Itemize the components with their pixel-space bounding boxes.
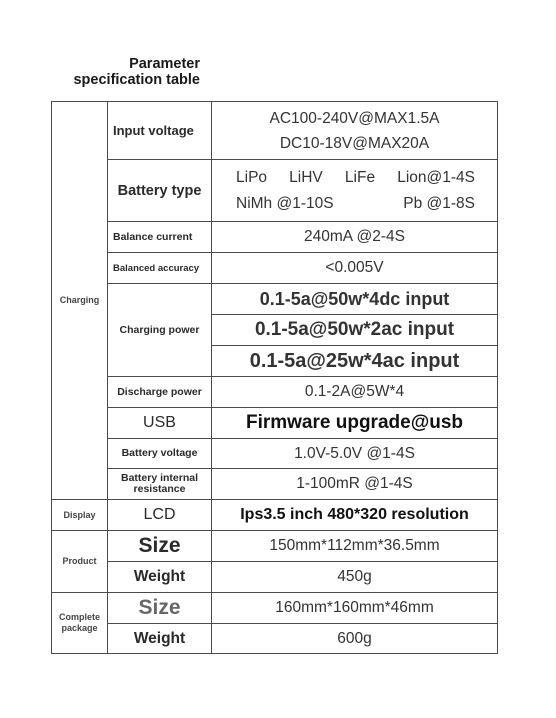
page-title — [60, 56, 200, 88]
value-discharge-power: 0.1-2A@5W*4 — [212, 377, 498, 408]
param-usb: USB — [108, 408, 212, 439]
value-charging-power-1: 0.1-5a@50w*4dc input — [212, 284, 498, 315]
value-package-weight: 600g — [212, 624, 498, 654]
param-charging-power: Charging power — [108, 284, 212, 377]
value-battery-type — [212, 160, 498, 222]
param-battery-type: Battery type — [108, 160, 212, 222]
table-row-charging-power-1 — [52, 284, 498, 315]
battery-life: LiFe — [344, 168, 376, 186]
param-battery-voltage: Battery voltage — [108, 439, 212, 469]
value-input-voltage — [212, 102, 498, 160]
table-row-package-size — [52, 593, 498, 624]
value-battery-internal-resistance: 1-100mR @1-4S — [212, 469, 498, 500]
param-package-weight: Weight — [108, 624, 212, 654]
value-product-size: 150mm*112mm*36.5mm — [212, 531, 498, 562]
table-row-product-size — [52, 531, 498, 562]
battery-lihv: LiHV — [289, 168, 323, 186]
table-row-product-weight — [52, 562, 498, 593]
category-product: Product — [52, 531, 108, 593]
battery-lipo: LiPo — [236, 168, 268, 186]
battery-nimh: NiMh @1-10S — [236, 194, 334, 212]
table-row-balance-current — [52, 222, 498, 253]
input-voltage-dc: DC10-18V@MAX20A — [279, 134, 430, 152]
param-balanced-accuracy: Balanced accuracy — [108, 253, 212, 284]
value-balance-current: 240mA @2-4S — [212, 222, 498, 253]
value-battery-voltage: 1.0V-5.0V @1-4S — [212, 439, 498, 469]
param-input-voltage: Input voltage — [108, 102, 212, 160]
table-row-package-weight — [52, 624, 498, 654]
category-complete-package: Complete package — [52, 593, 108, 654]
param-package-size: Size — [108, 593, 212, 624]
table-row-display — [52, 500, 498, 531]
value-balanced-accuracy: <0.005V — [212, 253, 498, 284]
value-lcd: Ips3.5 inch 480*320 resolution — [212, 500, 498, 531]
input-voltage-ac: AC100-240V@MAX1.5A — [269, 109, 440, 127]
value-charging-power-3: 0.1-5a@25w*4ac input — [212, 346, 498, 377]
table-row-usb — [52, 408, 498, 439]
param-product-weight: Weight — [108, 562, 212, 593]
value-usb: Firmware upgrade@usb — [212, 408, 498, 439]
param-battery-internal-resistance: Battery internal resistance — [108, 469, 212, 500]
page-title-line-1: Parameter — [129, 56, 200, 72]
page-title-line-2: specification table — [73, 72, 200, 88]
battery-type-row-2 — [212, 191, 497, 217]
value-charging-power-2: 0.1-5a@50w*2ac input — [212, 315, 498, 346]
battery-pb: Pb @1-8S — [403, 194, 475, 212]
value-package-size: 160mm*160mm*46mm — [212, 593, 498, 624]
table-row-battery-voltage — [52, 439, 498, 469]
table-row-battery-type — [52, 160, 498, 222]
table-row-discharge-power — [52, 377, 498, 408]
value-product-weight: 450g — [212, 562, 498, 593]
table-row-battery-internal-resistance — [52, 469, 498, 500]
table-row-input-voltage — [52, 102, 498, 160]
table-row-balanced-accuracy — [52, 253, 498, 284]
category-display: Display — [52, 500, 108, 531]
param-product-size: Size — [108, 531, 212, 562]
param-lcd: LCD — [108, 500, 212, 531]
battery-type-row-1 — [212, 165, 497, 191]
category-charging: Charging — [52, 102, 108, 500]
param-discharge-power: Discharge power — [108, 377, 212, 408]
spec-table — [51, 101, 498, 654]
param-balance-current: Balance current — [108, 222, 212, 253]
battery-lion: Lion@1-4S — [397, 168, 475, 186]
